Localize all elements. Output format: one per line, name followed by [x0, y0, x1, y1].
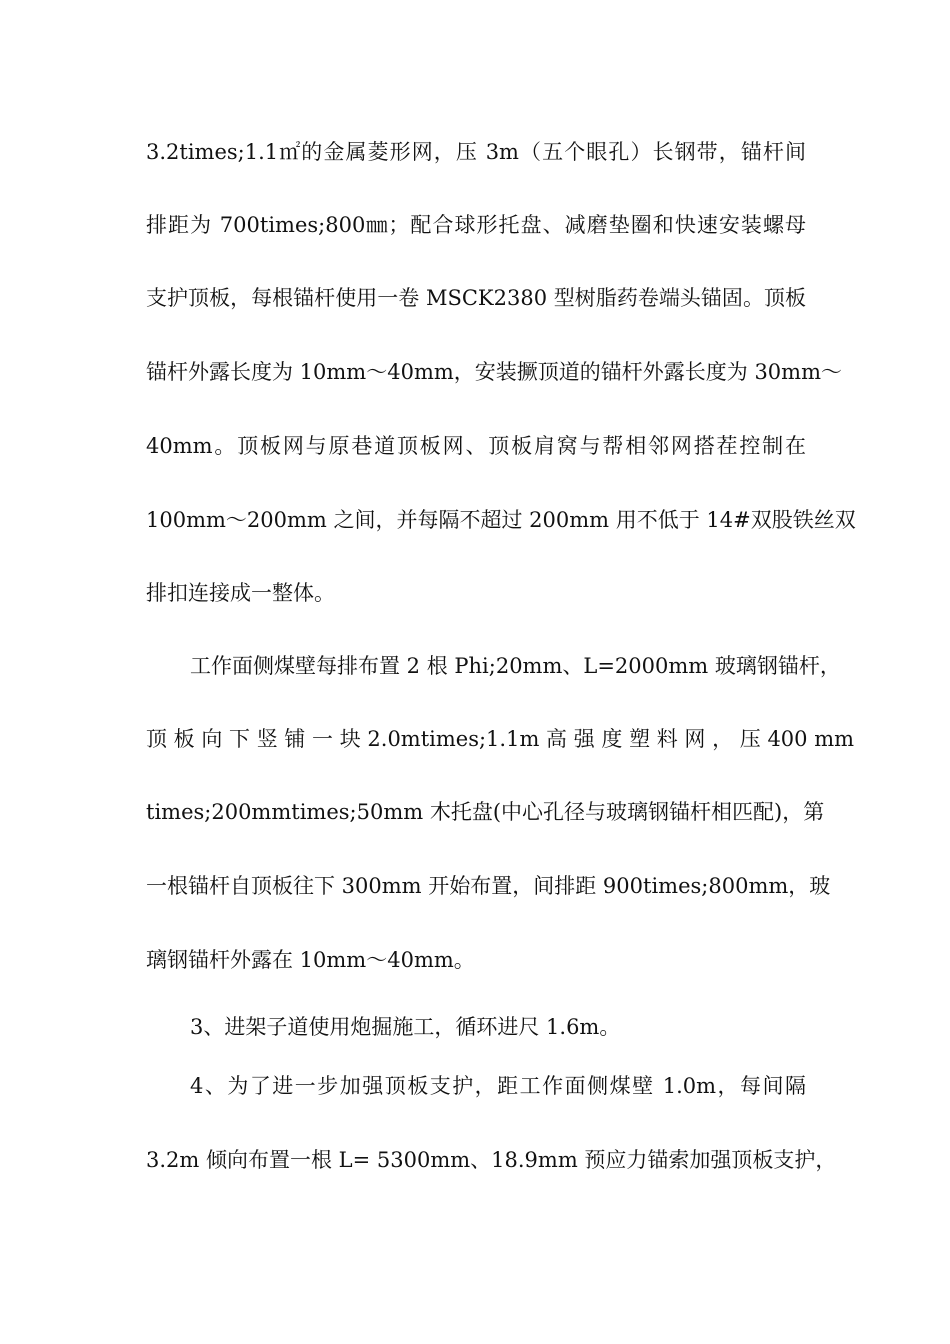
paragraph-line: 40mm。顶板网与原巷道顶板网、顶板肩窝与帮相邻网搭茬控制在: [146, 434, 806, 458]
paragraph-line: 工作面侧煤壁每排布置 2 根 Phi;20mm、L=2000mm 玻璃钢锚杆，: [190, 654, 841, 678]
paragraph-line: 锚杆外露长度为 10mm～40mm，安装撅顶道的锚杆外露长度为 30mm～: [146, 360, 842, 384]
paragraph-line: 一根锚杆自顶板往下 300mm 开始布置，间排距 900times;800mm，玻: [146, 874, 831, 898]
paragraph-line: 3、进架子道使用炮掘施工，循环进尺 1.6m。: [190, 1015, 621, 1039]
paragraph-line: times;200mmtimes;50mm 木托盘(中心孔径与玻璃钢锚杆相匹配)，第: [146, 800, 825, 824]
paragraph-line: 排距为 700times;800㎜；配合球形托盘、减磨垫圈和快速安装螺母: [146, 213, 806, 237]
paragraph-line: 支护顶板，每根锚杆使用一卷 MSCK2380 型树脂药卷端头锚固。顶板: [146, 286, 806, 310]
paragraph-line: 3.2times;1.1㎡的金属菱形网，压 3m（五个眼孔）长钢带，锚杆间: [146, 140, 806, 164]
paragraph-line: 排扣连接成一整体。: [146, 581, 335, 605]
paragraph-line: 4、为了进一步加强顶板支护，距工作面侧煤壁 1.0m，每间隔: [190, 1074, 806, 1098]
paragraph-line: 璃钢锚杆外露在 10mm～40mm。: [146, 948, 475, 972]
paragraph-line: 顶 板 向 下 竖 铺 一 块 2.0mtimes;1.1m 高 强 度 塑 料 网 ， 压 400 mm: [146, 727, 855, 751]
paragraph-line: 100mm～200mm 之间，并每隔不超过 200mm 用不低于 14#双股铁丝双: [146, 508, 856, 532]
paragraph-line: 3.2m 倾向布置一根 L= 5300mm、18.9mm 预应力锚索加强顶板支护，: [146, 1148, 837, 1172]
